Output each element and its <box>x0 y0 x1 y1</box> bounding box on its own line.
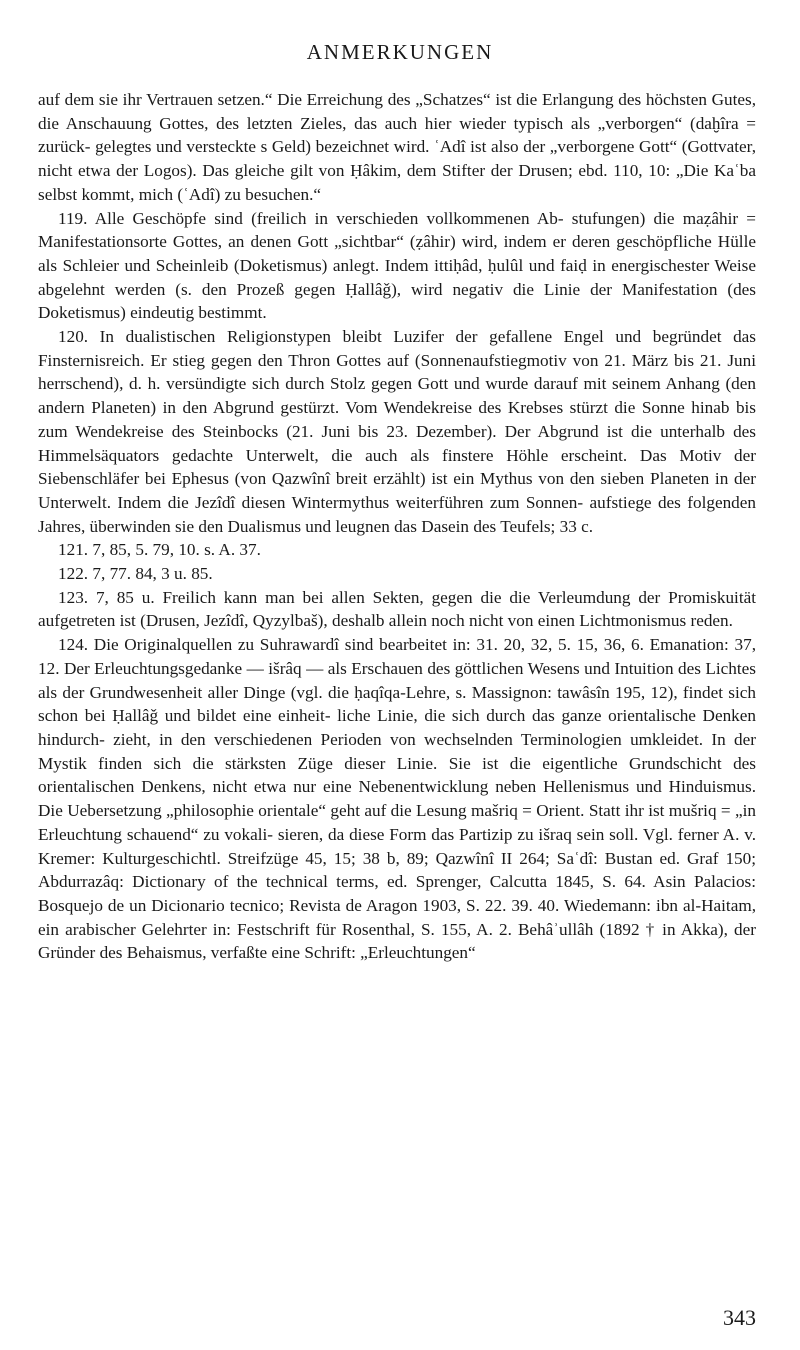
note-124: 124. Die Originalquellen zu Suhrawardî sind bearbeitet in: 31. 20, 32, 5. 15, 36, 6. Emanation: 37, 12. Der Erleuchtungsgedanke — išrâq — als Erschauen des göttlichen Wesens und Intuition des Lichtes als der Grundwesenheit aller Dinge (vgl. die ḥaqîqa-Lehre, s. Massignon: tawâsîn 195, 12), findet sich schon bei Ḥallâǧ und bildet eine einheit- liche Linie, die sich durch das ganze orientalische Denken hindurch- zieht, in den verschiedenen Perioden von wechselnden Terminologien umkleidet. In der Mystik finden sich die stärksten Züge dieser Linie. Sie ist die eigentliche Grundschicht des orientalischen Denkens, nicht etwa nur eine Nebenentwicklung neben Hellenismus und Hinduismus. Die Uebersetzung „philosophie orientale“ geht auf die Lesung mašriq = Orient. Statt ihr ist mušriq = „in Erleuchtung schauend“ zu vokali- sieren, da diese Form das Partizip zu išraq sein soll. Vgl. ferner A. v. Kremer: Kulturgeschichtl. Streifzüge 45, 15; 38 b, 89; Qazwînî II 264; Saʿdî: Bustan ed. Graf 150; Abdurrazâq: Dictionary of the technical terms, ed. Sprenger, Calcutta 1845, S. 64. Asin Palacios: Bosquejo de un Dicionario tecnico; Revista de Aragon 1903, S. 22. 39. 40. Wiedemann: ibn al-Haitam, ein arabischer Gelehrter in: Festschrift für Rosenthal, S. 155, A. 2. Behâʾullâh (1892 † in Akka), der Gründer des Behaismus, verfaßte eine Schrift: „Erleuchtungen“ <box>38 635 756 963</box>
running-title: ANMERKUNGEN <box>306 40 494 64</box>
body-text <box>38 88 756 965</box>
note-122: 122. 7, 77. 84, 3 u. 85. <box>58 564 213 584</box>
note-123: 123. 7, 85 u. Freilich kann man bei allen Sekten, gegen die die Verleumdung der Promiskuität aufgetreten ist (Drusen, Jezîdî, Qyzylbaš), deshalb allein noch nicht von einen Lichtmonismus reden. <box>38 587 756 631</box>
note-120: 120. In dualistischen Religionstypen bleibt Luzifer der gefallene Engel und begründet das Finsternisreich. Er stieg gegen den Thron Gottes auf (Sonnenaufstiegmotiv von 21. März bis 21. Juni herrschend), d. h. versündigte sich durch Stolz gegen Gott und wurde darauf mit seinem Anhang (den andern Planeten) in den Abgrund gestürzt. Vom Wendekreise des Krebses stürzt die Sonne hinab bis zum Wendekreise des Steinbocks (21. Juni bis 23. Dezember). Der Abgrund ist die unterhalb des Himmelsäquators gedachte Unterwelt, die auch als finstere Höhle erscheint. Das Motiv der Siebenschläfer bei Ephesus (von Qazwînî breit erzählt) ist ein Mythus von den sieben Planeten in der Unterwelt. Indem die Jezîdî diesen Wintermythus weiterführen zum Sonnen- aufstiege des folgenden Jahres, überwinden sie den Dualismus und leugnen das Dasein des Teufels; 33 c. <box>38 327 756 536</box>
page-number: 343 <box>723 1305 756 1330</box>
note-119: 119. Alle Geschöpfe sind (freilich in verschieden vollkommenen Ab- stufungen) die maẓâhir = Manifestationsorte Gottes, an denen Gott „sichtbar“ (ẓâhir) wird, indem er deren geschöpfliche Hülle als Schleier und Scheinleib (Doketismus) anlegt. Indem ittiḥâd, ḥulûl und faiḍ in energischester Weise abgelehnt werden (s. den Prozeß gegen Ḥallâǧ), wird negativ die Linie der Manifestation (des Doketismus) eindeutig bestimmt. <box>38 208 756 323</box>
paragraph-continued: auf dem sie ihr Vertrauen setzen.“ Die Erreichung des „Schatzes“ ist die Erlangung des höchsten Gutes, die Anschauung Gottes, des letzten Zieles, das auch hier wieder typisch als „verborgen“ (daḫîra = zurück- gelegtes und versteckte s Geld) bezeichnet wird. ʿAdî ist also der „verborgene Gott“ (Gottvater, nicht etwa der Logos). Das gleiche gilt von Ḥâkim, dem Stifter der Drusen; ebd. 110, 10: „Die Kaʿba selbst kommt, mich (ʿAdî) zu besuchen.“ <box>38 90 756 204</box>
note-121: 121. 7, 85, 5. 79, 10. s. A. 37. <box>58 540 261 560</box>
